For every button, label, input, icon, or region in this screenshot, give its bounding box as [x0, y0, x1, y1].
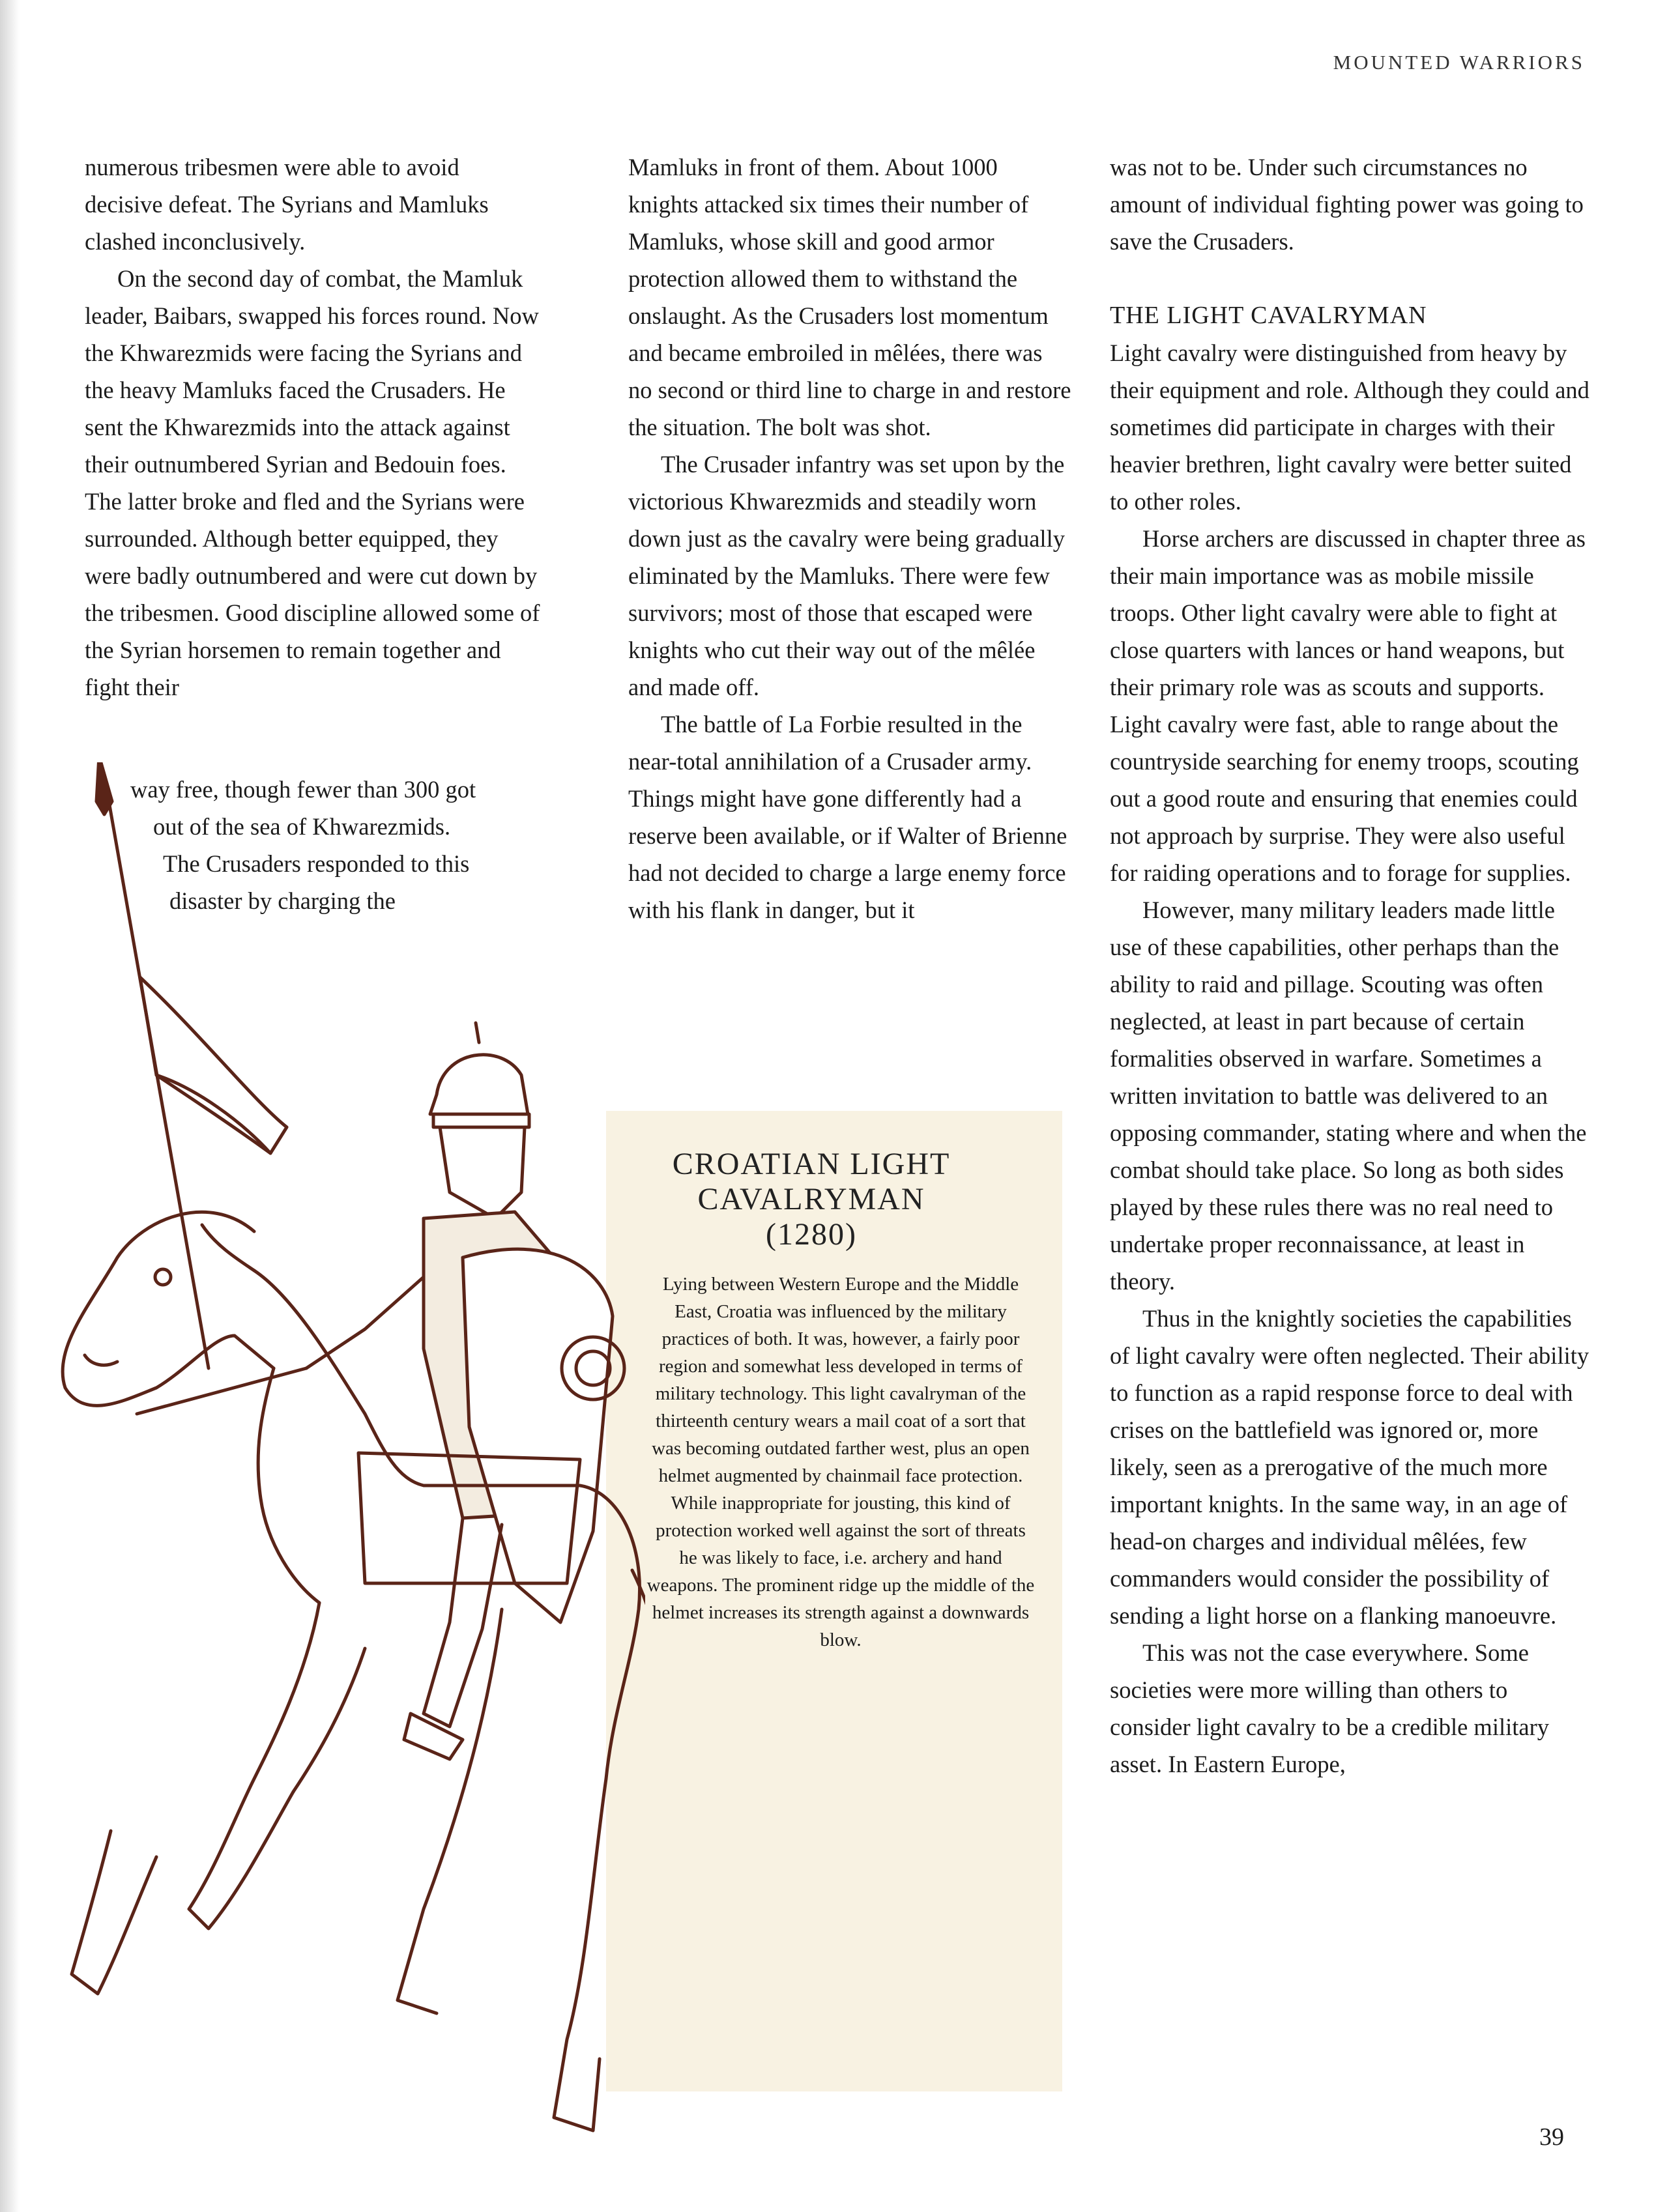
face-mail	[440, 1127, 525, 1218]
col1-paragraph-2: On the second day of combat, the Mamluk leader, Baibars, swapped his forces round. Now the Khwarezmids were facing the Syrians and the heavy Mamluks faced the Crusaders. He sent the Khwarezmids into the attack against their outnumbered Syrian and Bedouin foes. The latter broke and fled and the Syrians were surrounded. Although better equipped, they were badly outnumbered and were cut down by the tribesmen. Good discipline allowed some of the Syrian horsemen to remain together and fight their	[85, 265, 540, 700]
horse-head	[63, 1212, 274, 1405]
horse-leg-front	[189, 1603, 319, 1929]
shield	[463, 1249, 613, 1622]
col3-paragraph-5: Thus in the knightly societies the capabilities of light cavalry were often neglected. Their ability to function as a rapid response force to deal with crises on the battlefield was ignored or, more likely, seen as a prerogative of the much more important knights. In the same way, in an age of head-on charges and individual mêlées, few commanders would consider the possibility of sending a light horse on a flanking manoeuvre.	[1110, 1305, 1589, 1629]
col3-paragraph-6: This was not the case everywhere. Some societies were more willing than others to consider light cavalry to be a credible military asset. In Eastern Europe,	[1110, 1639, 1549, 1777]
horse-leg-back	[554, 1779, 606, 2131]
col2-paragraph-2: The Crusader infantry was set upon by the victorious Khwarezmids and steadily worn down just as the cavalry were being gradually eliminated by the Mamluks. There were few survivors; most of those that escaped were knights who cut their way out of the mêlée and made off.	[628, 451, 1065, 700]
col2-paragraph-3: The battle of La Forbie resulted in the near-total annihilation of a Crusader army. Things might have gone differently had a reserve been available, or if Walter of Brienne had not decided to charge a large enemy force with his flank in danger, but it	[628, 711, 1067, 923]
helmet	[430, 1055, 528, 1114]
cavalryman-illustration	[59, 762, 645, 2150]
col3-paragraph-2: Light cavalry were distinguished from heavy by their equipment and role. Although they could and sometimes did participate in charges with their heavier brethren, light cavalry were better suited to other roles.	[1110, 339, 1589, 515]
col3-paragraph-4: However, many military leaders made little use of these capabilities, other perhaps than the ability to raid and pillage. Scouting was often neglected, at least in part because of certain formalities observed in warfare. Sometimes a written invitation to battle was delivered to an opposing commander, stating where and when the combat should take place. So long as both sides played by these rules there was no real need to undertake proper reconnaissance, at least in theory.	[1110, 897, 1587, 1295]
col3-paragraph-3: Horse archers are discussed in chapter three as their main importance was as mobile missile troops. Other light cavalry were able to fight at close quarters with lances or hand weapons, but their primary role was as scouts and supports. Light cavalry were fast, able to range about the countryside searching for enemy troops, scouting out a good route and ensuring that enemies could not approach by surprise. They were also useful for raiding operations and to forage for supplies.	[1110, 525, 1586, 886]
col1-paragraph-1: numerous tribesmen were able to avoid decisive defeat. The Syrians and Mamluks clashed inconclusively.	[85, 154, 489, 255]
caption-text: Lying between Western Europe and the Middle East, Croatia was influenced by the military practices of both. It was, however, a fairly poor region and somewhat less developed in terms of military technology. This light cavalryman of the thirteenth century wears a mail coat of a sort that was becoming outdated farther west, plus an open helmet augmented by chainmail face protection. While inappropriate for jousting, this kind of protection worked well against the sort of threats he was likely to face, i.e. archery and hand weapons. The prominent ridge up the middle of the helmet increases its strength against a downwards blow.	[646, 1274, 1035, 1650]
horse-leg-front-2	[293, 1648, 365, 1792]
page-number: 39	[1539, 2123, 1564, 2151]
caption-title-date: (1280)	[766, 1217, 857, 1252]
rider-leg	[424, 1518, 502, 1727]
lance-tip	[96, 762, 112, 814]
section-heading: THE LIGHT CAVALRYMAN	[1110, 302, 1427, 329]
column-3	[1110, 149, 1592, 1783]
wrap-line: The Crusaders responded to this	[163, 850, 470, 877]
caption-title	[609, 1147, 1013, 1252]
running-head: MOUNTED WARRIORS	[1333, 51, 1585, 74]
column-2	[628, 149, 1071, 928]
col3-paragraph-1: was not to be. Under such circumstances no amount of individual fighting power was going to save the Crusaders.	[1110, 154, 1584, 255]
pennon	[140, 977, 287, 1153]
wrap-line: out of the sea of Khwarezmids.	[153, 813, 451, 840]
page-gutter-shadow	[0, 0, 20, 2212]
column-1	[85, 149, 541, 706]
stirrup	[404, 1714, 463, 1759]
wrap-line: disaster by charging the	[169, 887, 396, 914]
horse-leg-back-2	[398, 1609, 502, 2013]
caption-title-line: CROATIAN LIGHT	[672, 1147, 951, 1181]
wrap-line: way free, though fewer than 300 got	[130, 776, 476, 803]
caption-title-line: CAVALRYMAN	[697, 1182, 925, 1216]
col2-paragraph-1: Mamluks in front of them. About 1000 knights attacked six times their number of Mamluks, whose skill and good armor protection allowed them to withstand the onslaught. As the Crusaders lost momentum and became embroiled in mêlées, there was no second or third line to charge in and restore the situation. The bolt was shot.	[628, 154, 1071, 440]
